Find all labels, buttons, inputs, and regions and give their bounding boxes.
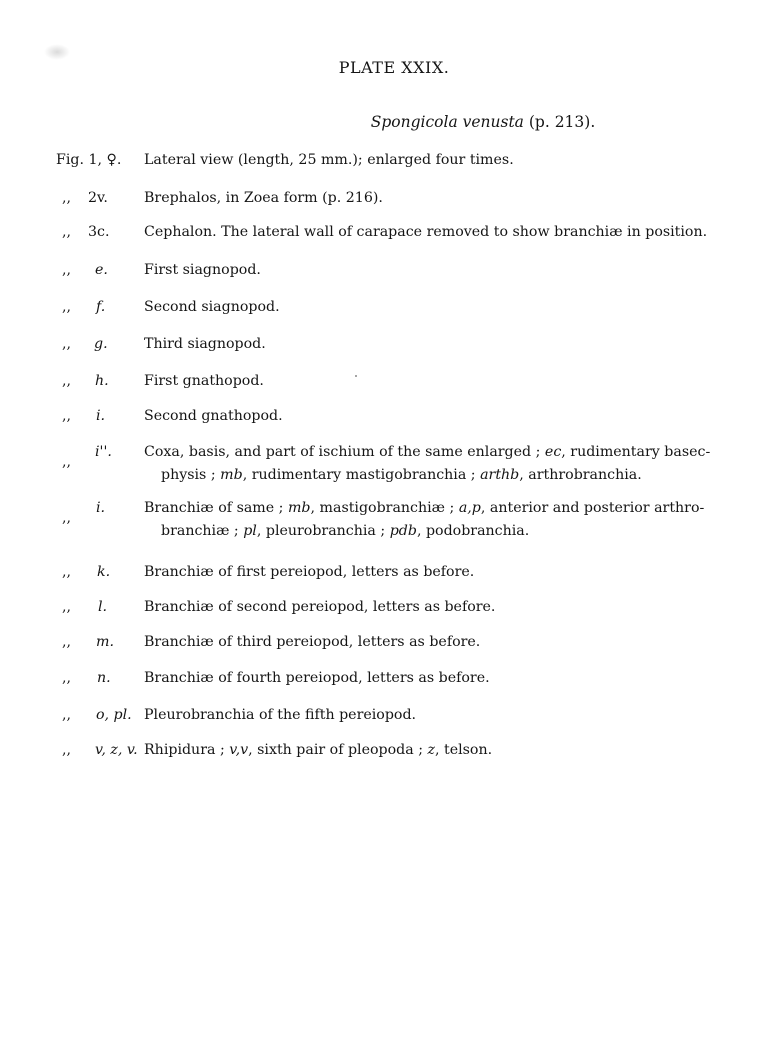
fig-description: Cephalon. The lateral wall of carapace removed to show branchiæ in position. bbox=[144, 224, 708, 240]
abbrev: pdb bbox=[389, 523, 417, 539]
ditto-mark: ,, bbox=[62, 454, 72, 470]
desc-text: physis ; bbox=[161, 467, 221, 483]
ditto-mark: ,, bbox=[62, 510, 72, 526]
abbrev: pl bbox=[243, 523, 257, 539]
fig-label: h. bbox=[95, 373, 109, 389]
fig-description bbox=[144, 441, 734, 487]
desc-text: Rhipidura ; bbox=[144, 742, 230, 758]
fig-description bbox=[144, 739, 734, 762]
fig-label: e. bbox=[95, 262, 108, 278]
fig-label: l. bbox=[98, 599, 108, 615]
abbrev: arthb bbox=[480, 467, 520, 483]
fig-label: i. bbox=[96, 500, 106, 516]
desc-text: , rudimentary basec- bbox=[561, 444, 711, 460]
fig-description: Second gnathopod. bbox=[144, 408, 283, 424]
plate-title: PLATE XXIX. bbox=[338, 58, 450, 77]
fig-description: Third siagnopod. bbox=[144, 336, 266, 352]
species-name: Spongicola venusta bbox=[370, 113, 524, 131]
ditto-mark: ,, bbox=[62, 564, 72, 580]
desc-text: , anterior and posterior arthro- bbox=[480, 500, 705, 516]
desc-continuation bbox=[144, 464, 734, 487]
fig-label: n. bbox=[97, 670, 111, 686]
fig-description: Branchiæ of fourth pereiopod, letters as before. bbox=[144, 670, 490, 686]
fig-label: 2v. bbox=[88, 190, 108, 206]
fig-description: Branchiæ of third pereiopod, letters as before. bbox=[144, 634, 481, 650]
fig-description: First gnathopod. bbox=[144, 373, 264, 389]
desc-text: , rudimentary mastigobranchia ; bbox=[242, 467, 481, 483]
abbrev: mb bbox=[220, 467, 243, 483]
ditto-mark: ,, bbox=[62, 190, 72, 206]
fig-prefix: Fig. 1, ♀. bbox=[56, 152, 122, 168]
desc-text: branchiæ ; bbox=[161, 523, 244, 539]
fig-description: Pleurobranchia of the fifth pereiopod. bbox=[144, 707, 417, 723]
abbrev: ec bbox=[544, 444, 562, 460]
fig-description: Brephalos, in Zoea form (p. 216). bbox=[144, 190, 383, 206]
desc-text: , sixth pair of pleopoda ; bbox=[248, 742, 428, 758]
desc-text: , telson. bbox=[434, 742, 493, 758]
fig-label: k. bbox=[97, 564, 111, 580]
fig-label: m. bbox=[96, 634, 114, 650]
desc-continuation bbox=[144, 520, 734, 543]
desc-text: Branchiæ of same ; bbox=[144, 500, 288, 516]
species-page-ref: (p. 213). bbox=[528, 113, 596, 131]
desc-text: Coxa, basis, and part of ischium of the same enlarged ; bbox=[144, 444, 545, 460]
ditto-mark: ,, bbox=[62, 634, 72, 650]
ditto-mark: ,, bbox=[62, 373, 72, 389]
abbrev: mb bbox=[287, 500, 311, 516]
fig-description bbox=[144, 497, 734, 543]
fig-description: Lateral view (length, 25 mm.); enlarged four times. bbox=[144, 152, 514, 168]
fig-description: Second siagnopod. bbox=[144, 299, 280, 315]
fig-label: g. bbox=[94, 336, 108, 352]
fig-label: i''. bbox=[95, 444, 112, 460]
ditto-mark: ,, bbox=[62, 670, 72, 686]
desc-text: , mastigobranchiæ ; bbox=[310, 500, 459, 516]
ditto-mark: ,, bbox=[62, 742, 72, 758]
fig-description: First siagnopod. bbox=[144, 262, 261, 278]
fig-label: i. bbox=[96, 408, 106, 424]
desc-text: , podobranchia. bbox=[416, 523, 530, 539]
ditto-mark: ,, bbox=[62, 336, 72, 352]
desc-text: , pleurobranchia ; bbox=[256, 523, 390, 539]
fig-description: Branchiæ of second pereiopod, letters as before. bbox=[144, 599, 496, 615]
desc-text: , arthrobranchia. bbox=[519, 467, 642, 483]
ditto-mark: ,, bbox=[62, 262, 72, 278]
fig-label: o, pl. bbox=[96, 707, 132, 723]
abbrev: v,v bbox=[229, 742, 249, 758]
ditto-mark: ,, bbox=[62, 224, 72, 240]
ditto-mark: ,, bbox=[62, 707, 72, 723]
ditto-mark: ,, bbox=[62, 299, 72, 315]
fig-label: f. bbox=[96, 299, 106, 315]
abbrev: z bbox=[427, 742, 435, 758]
ditto-mark: ,, bbox=[62, 599, 72, 615]
ditto-mark: ,, bbox=[62, 408, 72, 424]
abbrev: a,p bbox=[458, 500, 481, 516]
fig-description: Branchiæ of first pereiopod, letters as before. bbox=[144, 564, 475, 580]
species-heading bbox=[0, 113, 776, 131]
fig-label: v, z, v. bbox=[95, 742, 138, 758]
fig-label: 3c. bbox=[88, 224, 110, 240]
